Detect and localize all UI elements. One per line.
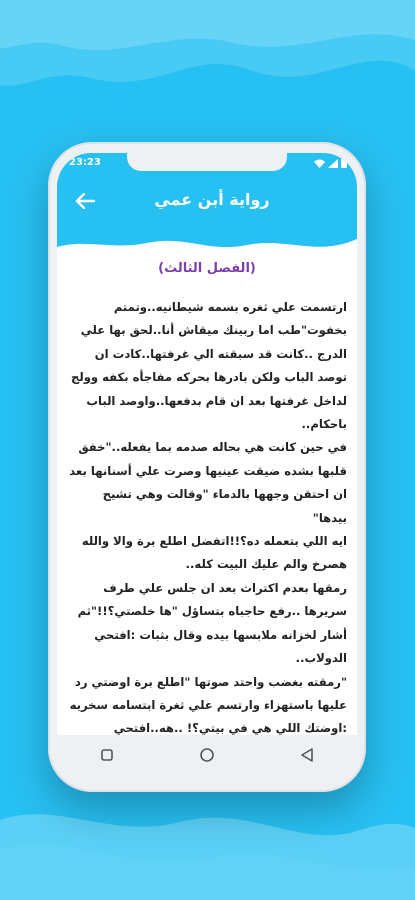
arrow-left-icon[interactable] — [75, 193, 95, 209]
status-icons — [314, 158, 347, 168]
app-title: رواية أبن عمي — [154, 190, 270, 209]
phone-frame — [48, 142, 366, 792]
story-text: ارتسمت علي ثغره بسمه شيطانيه..وتمتم بخفوت"طب اما ربينك ميقاش أنا..لحق بها علي الدرج ..كانت قد سبقته الي غرفتها..كادت ان توصد الباب ولكن بادرها بحركه مفاجأه بكفه وولج لداخل غرفتها بعد ان قام بدفعها..واوصد الباب باحكام.. في حين كانت هي بحاله صدمه بما يفعله.."خفق قلبها بشده ضيقت عينيها وصرت علي أسنانها بعد ان احتقن وجهها بالدماء "وقالت وهي تشيح بيدها" ايه اللي بتعمله ده؟!!اتفضل اطلع برة والا والله هصرخ والم عليك البيت كله.. رمقها بعدم اكتراث بعد ان جلس علي طرف سريرها ..رفع حاجباه بتساؤل "ها خلصتي؟!!"ثم أشار لخزانه ملابسها بيده وقال بثبات :افتحي الدولاب.. "رمقته بغضب واحتد صوتها "اطلع برة اوضتي رد عليها باستهزاء وارتسم علي ثغرة ابتسامه سخريه :اوضتك اللي هي في بيتي؟! ..هه..افتحي — [69, 300, 347, 735]
triangle-back-icon[interactable] — [287, 740, 327, 770]
square-recents-icon[interactable] — [87, 740, 127, 770]
circle-home-icon[interactable] — [187, 740, 227, 770]
camera-notch — [127, 153, 287, 171]
header-wave — [57, 229, 357, 259]
app-bar — [57, 177, 357, 231]
top-wave-decoration — [0, 0, 415, 120]
chapter-title: (الفصل الثالث) — [158, 261, 256, 276]
signal-icon — [328, 159, 338, 168]
status-time: 23:23 — [69, 157, 101, 168]
story-content[interactable] — [57, 257, 357, 735]
phone-screen — [57, 153, 357, 735]
system-nav-bar — [57, 735, 357, 775]
status-bar — [57, 153, 357, 177]
bottom-wave-decoration — [0, 780, 415, 900]
battery-icon — [341, 158, 347, 168]
wifi-icon — [314, 159, 325, 168]
